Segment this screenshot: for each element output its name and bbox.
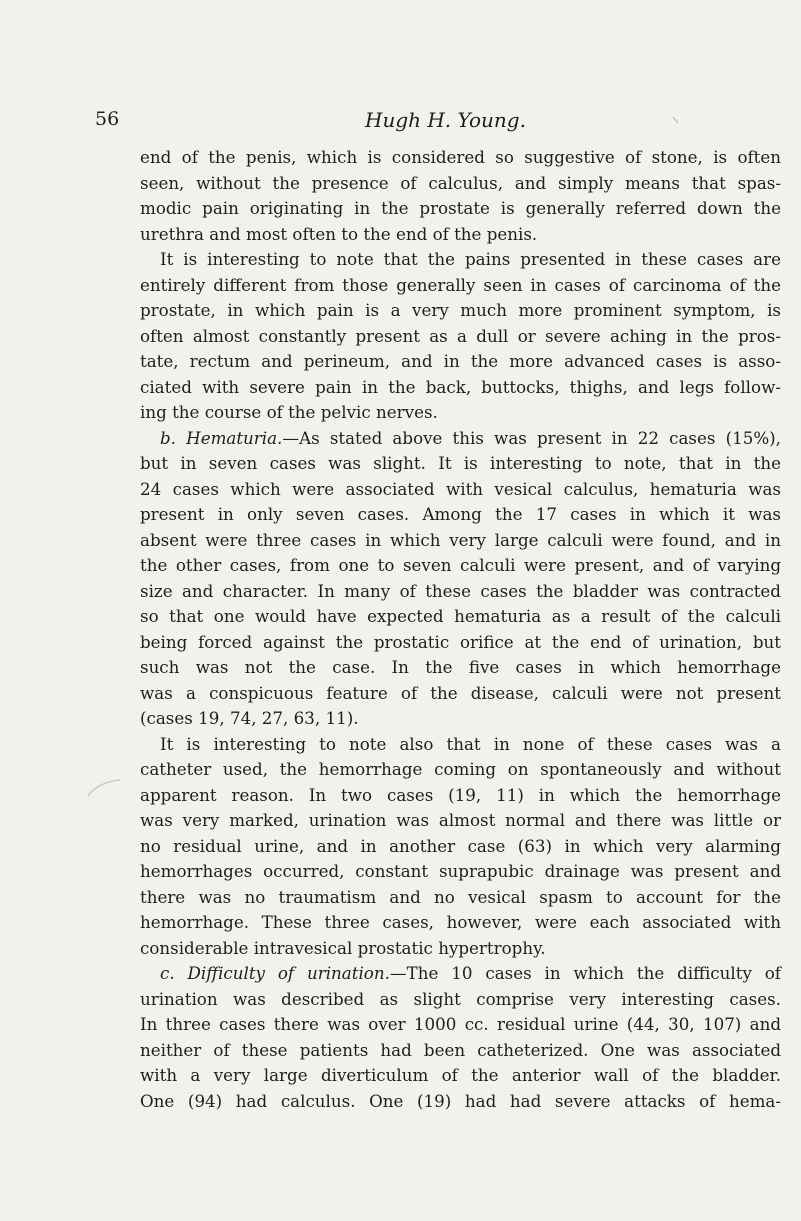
text-line: hemorrhages occurred, constant suprapubic drainage was present and [140,861,781,881]
text-line: It is interesting to note also that in none of these cases was a [160,733,781,754]
text-line: being forced against the prostatic orifice at the end of urination, but [140,631,781,652]
text-line: no residual urine, and in another case (63) in which very alarming [140,835,781,856]
text-line: absent were three cases in which very large calculi were found, and in [140,529,781,550]
text-line: there was no traumatism and no vesical spasm to account for the [140,886,781,907]
section-letter-c: c. [160,963,175,983]
ink-speck [672,116,680,124]
text-line: the other cases, from one to seven calculi were present, and of varying [140,555,781,575]
text-line: modic pain originating in the prostate is generally referred down the [140,198,781,218]
section-title-difficulty: Difficulty of urination. [187,963,390,983]
text-line: size and character. In many of these cases the bladder was contracted [140,580,781,601]
text-line: It is interesting to note that the pains presented in these cases are [160,249,781,269]
text-line-difficulty: c. Difficulty of urination.—The 10 cases in which the difficulty of [160,963,781,983]
text-line: One (94) had calculus. One (19) had had severe attacks of hema- [140,1090,781,1111]
text-line: with a very large diverticulum of the anterior wall of the bladder. [140,1065,781,1085]
text-line: tate, rectum and perineum, and in the more advanced cases is asso- [140,351,781,371]
text-line: neither of these patients had been catheterized. One was associated [140,1039,781,1060]
text-line: entirely different from those generally seen in cases of carcinoma of the [140,274,781,295]
text-line: ciated with severe pain in the back, buttocks, thighs, and legs follow- [140,376,781,397]
text-line: seen, without the presence of calculus, and simply means that spas- [140,172,781,193]
text-line: prostate, in which pain is a very much more prominent symptom, is [140,300,781,320]
text-line: so that one would have expected hematuria as a result of the calculi [140,606,781,626]
text-line: was very marked, urination was almost normal and there was little or [140,810,781,830]
text-line: often almost constantly present as a dull or severe aching in the pros- [140,325,781,346]
running-head [95,108,746,134]
section-title-hematuria: Hematuria. [186,427,283,448]
text-line: such was not the case. In the five cases in which hemorrhage [140,657,781,677]
body-text [140,145,781,1114]
text-line-hematuria: b. Hematuria.—As stated above this was present in 22 cases (15%), [160,427,781,448]
section-letter-b: b. [160,427,176,448]
text-line: urethra and most often to the end of the penis. [140,223,538,244]
text-line: present in only seven cases. Among the 17 cases in which it was [140,504,781,524]
text-line: catheter used, the hemorrhage coming on spontaneously and without [140,759,781,779]
text-line: hemorrhage. These three cases, however, were each associated with [140,912,781,932]
text-line: but in seven cases was slight. It is interesting to note, that in the [140,453,781,473]
text-line: was a conspicuous feature of the disease, calculi were not present [140,682,781,703]
text-line: urination was described as slight comprise very interesting cases. [140,988,781,1009]
running-title: Hugh H. Young. [365,108,526,132]
text-line: considerable intravesical prostatic hypertrophy. [140,937,546,958]
text-line: end of the penis, which is considered so suggestive of stone, is often [140,147,781,167]
text-line: 24 cases which were associated with vesical calculus, hematuria was [140,478,781,499]
text-line: apparent reason. In two cases (19, 11) in which the hemorrhage [140,784,781,805]
page-number: 56 [95,108,120,130]
text-line: ing the course of the pelvic nerves. [140,402,438,422]
text-line: (cases 19, 74, 27, 63, 11). [140,708,359,728]
text-line: In three cases there was over 1000 cc. residual urine (44, 30, 107) and [140,1014,781,1034]
pencil-mark [86,778,124,798]
